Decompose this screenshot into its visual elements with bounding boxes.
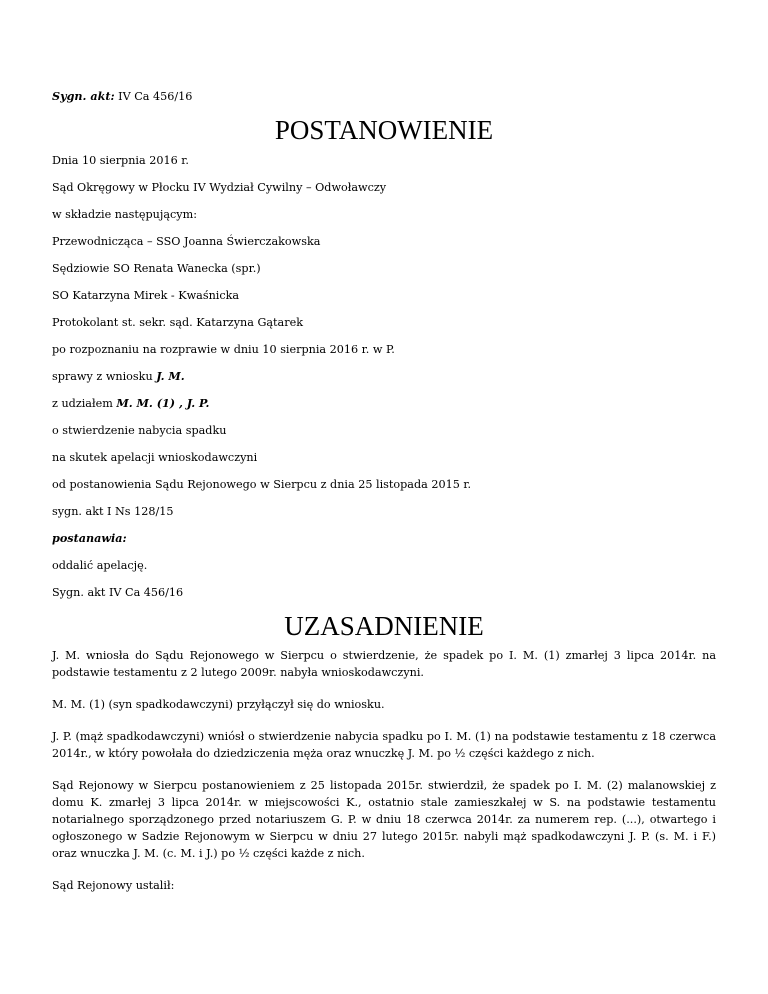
participants-line xyxy=(52,395,716,412)
justification-title: UZASADNIENIE xyxy=(284,611,484,641)
first-instance-reference: sygn. akt I Ns 128/15 xyxy=(52,505,174,518)
appeal-info: na skutek apelacji wnioskodawczyni xyxy=(52,451,258,464)
judge-second: SO Katarzyna Mirek - Kwaśnicka xyxy=(52,289,240,302)
case-signature xyxy=(52,88,716,105)
case-applicant-line xyxy=(52,368,716,385)
appealed-decision: od postanowienia Sądu Rejonowego w Sierpcu z dnia 25 listopada 2015 r. xyxy=(52,478,472,491)
participants-prefix: z udziałem xyxy=(52,397,117,410)
hearing-info: po rozpoznaniu na rozprawie w dniu 10 sierpnia 2016 r. w P. xyxy=(52,343,395,356)
ruling-label: postanawia: xyxy=(52,531,127,545)
justification-paragraph: J. P. (mąż spadkodawczyni) wniósł o stwierdzenie nabycia spadku po I. M. (1) na podstawie testamentu z 18 czerwca 2014r., w który powołała do dziedziczenia męża oraz wnuczkę J. M. po ½ części każdego z nich. xyxy=(52,730,716,760)
case-signature-value: IV Ca 456/16 xyxy=(114,90,193,103)
justification-paragraph: J. M. wniosła do Sądu Rejonowego w Sierpcu o stwierdzenie, że spadek po I. M. (1) zmarłej 3 lipca 2014r. na podstawie testamentu z 2 lutego 2009r. nabyła wnioskodawczyni. xyxy=(52,649,716,679)
case-subject: o stwierdzenie nabycia spadku xyxy=(52,424,227,437)
case-prefix: sprawy z wniosku xyxy=(52,370,157,383)
presiding-judge: Przewodnicząca – SSO Joanna Świerczakowska xyxy=(52,235,321,248)
ruling-text: oddalić apelację. xyxy=(52,559,148,572)
justification-paragraph: Sąd Rejonowy w Sierpcu postanowieniem z 25 listopada 2015r. stwierdził, że spadek po I. M. (2) malanowskiej z domu K. zmarłej 3 lipca 2014r. w miejscowości K., ostatnio stale zamieszkałej w S. na podstawie testamentu notarialnego sporządzonego przed notariuszem G. P. w dniu 18 czerwca 2014r. za numerem rep. (...), otwartego i ogłoszonego w Sadzie Rejonowym w Sierpcu w dniu 27 lutego 2015r. nabyli mąż spadkodawczyni J. P. (s. M. i F.) oraz wnuczka J. M. (c. M. i J.) po ½ części każde z nich. xyxy=(52,779,716,860)
judges: Sędziowie SO Renata Wanecka (spr.) xyxy=(52,262,261,275)
composition-label: w składzie następującym: xyxy=(52,208,197,221)
document-title: POSTANOWIENIE xyxy=(274,115,494,145)
participants-names: M. M. (1) , J. P. xyxy=(116,396,210,410)
case-signature-second: Sygn. akt IV Ca 456/16 xyxy=(52,586,184,599)
justification-paragraph: Sąd Rejonowy ustalił: xyxy=(52,879,175,892)
case-signature-label: Sygn. akt: xyxy=(52,89,115,103)
case-applicant: J. M. xyxy=(156,369,185,383)
justification-paragraph: M. M. (1) (syn spadkodawczyni) przyłączył się do wniosku. xyxy=(52,698,385,711)
court-name: Sąd Okręgowy w Płocku IV Wydział Cywilny – Odwoławczy xyxy=(52,181,387,194)
decision-date: Dnia 10 sierpnia 2016 r. xyxy=(52,154,189,167)
court-clerk: Protokolant st. sekr. sąd. Katarzyna Gątarek xyxy=(52,316,303,329)
